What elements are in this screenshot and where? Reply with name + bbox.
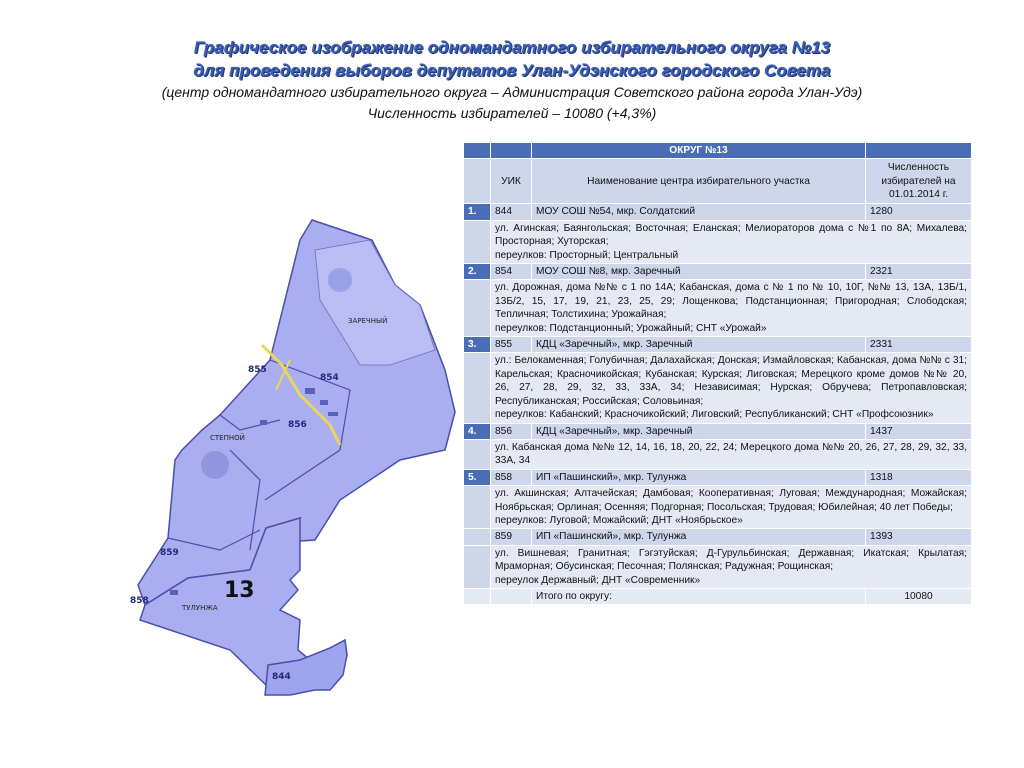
row-center-name: ИП «Пашинский», мкр. Тулунжа (532, 529, 866, 545)
row-streets: ул. Вишневая; Гранитная; Гэгэтуйская; Д-Гурульбинская; Державная; Икатская; Крылатая; Мраморная; Обусинская; Песочная; Полянская; Радужная; Рощинская; (495, 547, 967, 573)
row-voter-count: 1437 (866, 423, 972, 439)
row-uik: 844 (491, 204, 532, 220)
table-row (464, 529, 972, 545)
row-voter-count: 2331 (866, 337, 972, 353)
subtitle-voters: Численность избирателей – 10080 (+4,3%) (367, 105, 657, 121)
label-uik-856: 856 (288, 420, 307, 430)
row-addresses (491, 280, 972, 337)
row-number: 3. (464, 337, 491, 353)
row-lanes: переулков: Луговой; Можайский; ДНТ «Ноябрьское» (495, 514, 743, 526)
row-addresses (491, 353, 972, 423)
green-area (201, 451, 229, 479)
column-header-row (464, 159, 972, 204)
table-row-addresses (464, 545, 972, 588)
label-uik-858: 858 (130, 596, 149, 606)
row-number: 2. (464, 264, 491, 280)
row-streets: ул. Дорожная, дома №№ с 1 по 14А; Кабанская, дома с № 1 по № 10, 10Г, №№ 13, 13А, 13Б/1, 13Б/2, 15, 17, 19, 21, 23, 25, 29; Лощенкова; Подстанционная; Пригородная; Слободская; Тепличная; Толстихина; Урожайная; (495, 282, 967, 321)
total-value: 10080 (866, 588, 972, 604)
row-uik: 854 (491, 264, 532, 280)
label-uik-855: 855 (248, 365, 267, 375)
district-shape (138, 220, 455, 695)
building-block (305, 388, 315, 394)
row-number: 5. (464, 469, 491, 485)
row-number: 4. (464, 423, 491, 439)
col-uik: УИК (491, 159, 532, 204)
table-row-addresses (464, 353, 972, 423)
row-lanes: переулков: Подстанционный; Урожайный; СНТ «Урожай» (495, 322, 767, 334)
row-center-name: КДЦ «Заречный», мкр. Заречный (532, 423, 866, 439)
total-row (464, 588, 972, 604)
label-uik-859: 859 (160, 548, 179, 558)
total-label: Итого по округу: (532, 588, 866, 604)
table-row (464, 423, 972, 439)
building-block (260, 420, 267, 425)
row-streets: ул. Акшинская; Алтачейская; Дамбовая; Кооперативная; Луговая; Международная; Можайская; Ноябрьская; Орлиная; Осенняя; Подгорная; Посольская; Трудовая; Юбилейная; 40 лет Победы; (495, 488, 967, 513)
table-header-row (464, 143, 972, 159)
row-uik: 858 (491, 469, 532, 485)
table-row-addresses (464, 280, 972, 337)
table-row (464, 469, 972, 485)
row-uik: 856 (491, 423, 532, 439)
green-area (328, 268, 352, 292)
table-row (464, 264, 972, 280)
row-number: 1. (464, 204, 491, 220)
label-tulunzha: ТУЛУНЖА (182, 604, 218, 612)
col-count: Численность избирателей на 01.01.2014 г. (866, 159, 972, 204)
row-addresses (491, 545, 972, 588)
title-line-2: для проведения выборов депутатов Улан-Удэнского городского Совета (193, 61, 831, 80)
row-voter-count: 1318 (866, 469, 972, 485)
row-streets: ул.: Белокаменная; Голубичная; Далахайская; Донская; Измайловская; Кабанская, дома №№ с 31; Карельская; Красночикойская; Кубанская; Курская; Лиговская; Мерецкого кроме домов №№ 20, 26, 27, 28, 29, 32, 33, 33А, 34; Независимая; Нурская; Обручева; Петропавловская; Республиканская; Российская; Соловьиная; (495, 355, 967, 407)
title-line-1: Графическое изображение одномандатного избирательного округа №13 (193, 38, 831, 57)
table-row-addresses (464, 439, 972, 469)
table-row-addresses (464, 486, 972, 529)
building-block (328, 412, 338, 416)
row-uik: 855 (491, 337, 532, 353)
table-row (464, 204, 972, 220)
row-voter-count: 2321 (866, 264, 972, 280)
subtitle-center: (центр одномандатного избирательного округа – Администрация Советского района города Улан-Удэ) (161, 84, 863, 100)
label-uik-854: 854 (320, 373, 339, 383)
building-block (320, 400, 328, 405)
table-header: ОКРУГ №13 (532, 143, 866, 159)
label-uik-844: 844 (272, 672, 291, 682)
row-center-name: ИП «Пашинский», мкр. Тулунжа (532, 469, 866, 485)
row-center-name: МОУ СОШ №54, мкр. Солдатский (532, 204, 866, 220)
row-lanes: переулков: Кабанский; Красночикойский; Лиговский; Республиканский; СНТ «Профсоюзник» (495, 409, 934, 421)
building-block (170, 590, 178, 595)
row-number (464, 529, 491, 545)
row-addresses (491, 486, 972, 529)
row-center-name: КДЦ «Заречный», мкр. Заречный (532, 337, 866, 353)
label-zarechny: ЗАРЕЧНЫЙ (348, 317, 388, 325)
table-row-addresses (464, 220, 972, 263)
row-addresses (491, 439, 972, 469)
row-voter-count: 1280 (866, 204, 972, 220)
row-addresses (491, 220, 972, 263)
row-lanes: переулков: Просторный; Центральный (495, 249, 679, 261)
row-streets: ул. Кабанская дома №№ 12, 14, 16, 18, 20, 22, 24; Мерецкого дома №№ 20, 26, 27, 28, 29, 32, 33, 33А, 34 (495, 441, 967, 467)
label-stepnoy: СТЕПНОЙ (210, 434, 245, 442)
district-table (463, 142, 972, 605)
row-uik: 859 (491, 529, 532, 545)
row-lanes: переулок Державный; ДНТ «Современник» (495, 574, 701, 586)
district-map (100, 150, 460, 730)
table-row (464, 337, 972, 353)
row-streets: ул. Агинская; Баянгольская; Восточная; Еланская; Мелиораторов дома с №1 по 8А; Михалева; Просторная; Хуторская; (495, 222, 967, 248)
district-number: 13 (224, 578, 255, 603)
row-center-name: МОУ СОШ №8, мкр. Заречный (532, 264, 866, 280)
col-name: Наименование центра избирательного участка (532, 159, 866, 204)
row-voter-count: 1393 (866, 529, 972, 545)
